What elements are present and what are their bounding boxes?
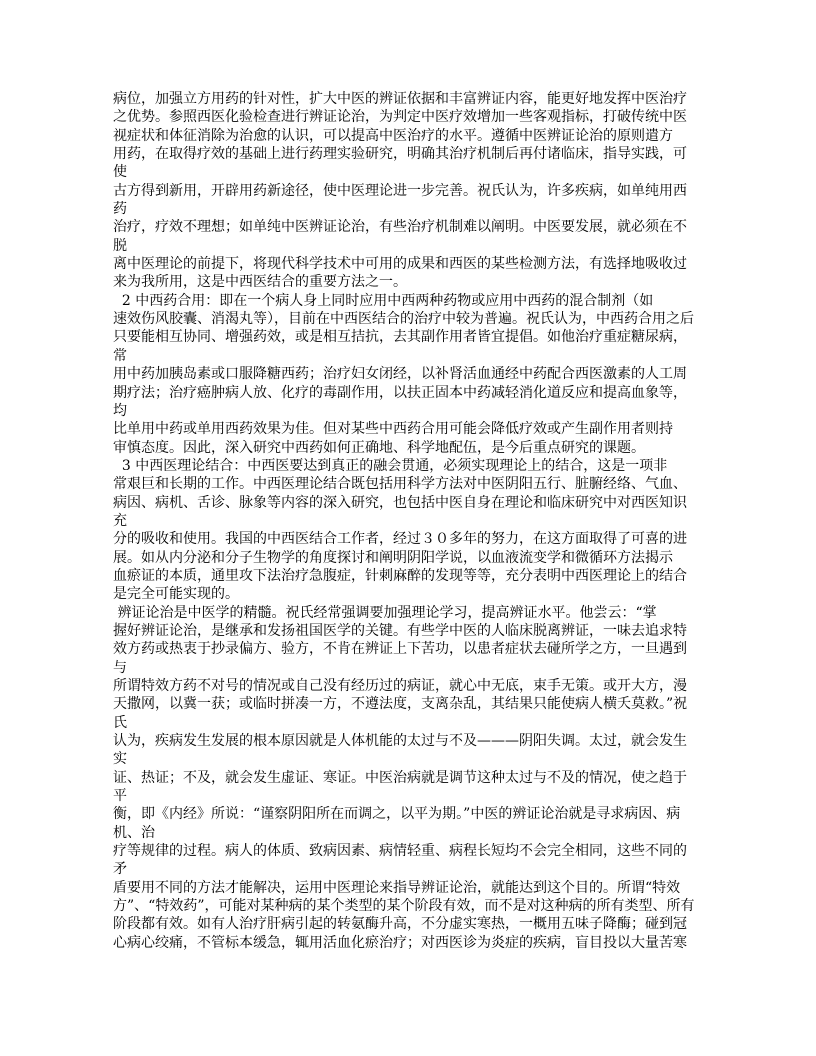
text-line: 用中药加胰岛素或口服降糖西药；治疗妇女闭经，以补肾活血通经中药配合西医激素的人工周 bbox=[113, 366, 687, 383]
text-line: 分的吸收和使用。我国的中西医结合工作者，经过３０多年的努力，在这方面取得了可喜的进 bbox=[113, 531, 687, 548]
text-line: 盾要用不同的方法才能解决，运用中医理论来指导辨证论治，就能达到这个目的。所谓“特效 bbox=[113, 879, 681, 896]
text-line: 阶段都有效。如有人治疗肝病引起的转氨酶升高，不分虚实寒热，一概用五味子降酶；碰到冠 bbox=[113, 916, 687, 933]
text-line: 机、治 bbox=[113, 824, 155, 841]
text-line: 握好辨证论治，是继承和发扬祖国医学的关键。有些学中医的人临床脱离辨证，一味去追求特 bbox=[113, 622, 687, 639]
text-line: 审慎态度。因此，深入研究中西药如何正确地、科学地配伍，是今后重点研究的课题。 bbox=[113, 439, 645, 456]
text-line: 平 bbox=[113, 788, 127, 805]
text-line: 认为，疾病发生发展的根本原因就是人体机能的太过与不及———阴阳失调。太过，就会发生 bbox=[113, 733, 687, 750]
text-line: 病位，加强立方用药的针对性，扩大中医的辨证依据和丰富辨证内容，能更好地发挥中医治疗 bbox=[113, 91, 687, 107]
text-line: 期疗法；治疗癌肿病人放、化疗的毒副作用，以扶正固本中药减轻消化道反应和提高血象等， bbox=[113, 384, 687, 401]
text-line: 离中医理论的前提下，将现代科学技术中可用的成果和西医的某些检测方法，有选择地吸收过 bbox=[113, 256, 687, 273]
text-line: 辨证论治是中医学的精髓。祝氏经常强调要加强理论学习，提高辨证水平。他尝云：“掌 bbox=[113, 604, 657, 621]
text-line: 效方药或热衷于抄录偏方、验方，不肯在辨证上下苦功，以患者症状去碰所学之方，一旦遇到 bbox=[113, 641, 687, 658]
text-line: 充 bbox=[113, 512, 127, 529]
text-line: 只要能相互协同、增强药效，或是相互拮抗，去其副作用者皆宜提倡。如他治疗重症糖尿病， bbox=[113, 329, 687, 346]
text-line: 展。如从内分泌和分子生物学的角度探讨和阐明阴阳学说，以血液流变学和微循环方法揭示 bbox=[113, 549, 673, 566]
text-line: 2 中西药合用：即在一个病人身上同时应用中西两种药物或应用中西药的混合制剂（如 bbox=[113, 292, 654, 309]
text-line: 天撒网，以冀一获；或临时拼凑一方，不遵法度，支离杂乱，其结果只能使病人横夭莫救。”祝 bbox=[113, 696, 688, 713]
text-line: 实 bbox=[113, 751, 127, 768]
text-line: 常艰巨和长期的工作。中西医理论结合既包括用科学方法对中医阴阳五行、脏腑经络、气血、 bbox=[113, 476, 687, 493]
text-line: 衡，即《内经》所说：“谨察阴阳所在而调之，以平为期。”中医的辨证论治就是寻求病因、病 bbox=[113, 806, 681, 823]
text-line: 是完全可能实现的。 bbox=[113, 586, 239, 603]
text-line: 方”、“特效药”，可能对某种病的某个类型的某个阶段有效，而不是对这种病的所有类型、所有 bbox=[113, 898, 695, 915]
text-line: 使 bbox=[113, 164, 127, 181]
text-line: 之优势。参照西医化验检查进行辨证论治，为判定中医疗效增加一些客观指标，打破传统中医 bbox=[113, 109, 687, 126]
text-line: 速效伤风胶囊、消渴丸等），目前在中西医结合的治疗中较为普遍。祝氏认为，中西药合用之后 bbox=[113, 311, 694, 328]
text-line: 心病心绞痛，不管标本缓急，辄用活血化瘀治疗；对西医诊为炎症的疾病，盲目投以大量苦寒 bbox=[113, 934, 687, 951]
text-line: 古方得到新用，开辟用药新途径，使中医理论进一步完善。祝氏认为，许多疾病，如单纯用西 bbox=[113, 182, 687, 199]
text-line: 治疗，疗效不理想；如单纯中医辨证论治，有些治疗机制难以阐明。中医要发展，就必须在不 bbox=[113, 219, 687, 236]
text-line: 疗等规律的过程。病人的体质、致病因素、病情轻重、病程长短均不会完全相同，这些不同的 bbox=[113, 843, 687, 860]
text-line: 来为我所用，这是中西医结合的重要方法之一。 bbox=[113, 274, 407, 291]
document-text-block bbox=[113, 90, 713, 952]
text-line: 用药，在取得疗效的基础上进行药理实验研究，明确其治疗机制后再付诸临床，指导实践，可 bbox=[113, 146, 687, 163]
text-line: 药 bbox=[113, 201, 127, 218]
text-line: 视症状和体征消除为治愈的认识，可以提高中医治疗的水平。遵循中医辨证论治的原则遣方 bbox=[113, 127, 673, 144]
text-line: 氏 bbox=[113, 714, 127, 731]
text-line: 均 bbox=[113, 402, 127, 419]
text-line: 3 中西医理论结合：中西医要达到真正的融会贯通，必须实现理论上的结合，这是一项非 bbox=[113, 457, 668, 474]
text-line: 证、热证；不及，就会发生虚证、寒证。中医治病就是调节这种太过与不及的情况，使之趋于 bbox=[113, 769, 687, 786]
text-line: 病因、病机、舌诊、脉象等内容的深入研究，也包括中医自身在理论和临床研究中对西医知识 bbox=[113, 494, 687, 511]
text-line: 与 bbox=[113, 659, 127, 676]
text-line: 血瘀证的本质，通里攻下法治疗急腹症，针刺麻醉的发现等等，充分表明中西医理论上的结合 bbox=[113, 567, 687, 584]
text-line: 所谓特效方药不对号的情况或自己没有经历过的病证，就心中无底，束手无策。或开大方，漫 bbox=[113, 678, 687, 694]
text-line: 矛 bbox=[113, 861, 127, 878]
text-line: 常 bbox=[113, 347, 127, 364]
text-line: 脱 bbox=[113, 237, 127, 254]
text-line: 比单用中药或单用西药效果为佳。但对某些中西药合用可能会降低疗效或产生副作用者则持 bbox=[113, 421, 673, 438]
